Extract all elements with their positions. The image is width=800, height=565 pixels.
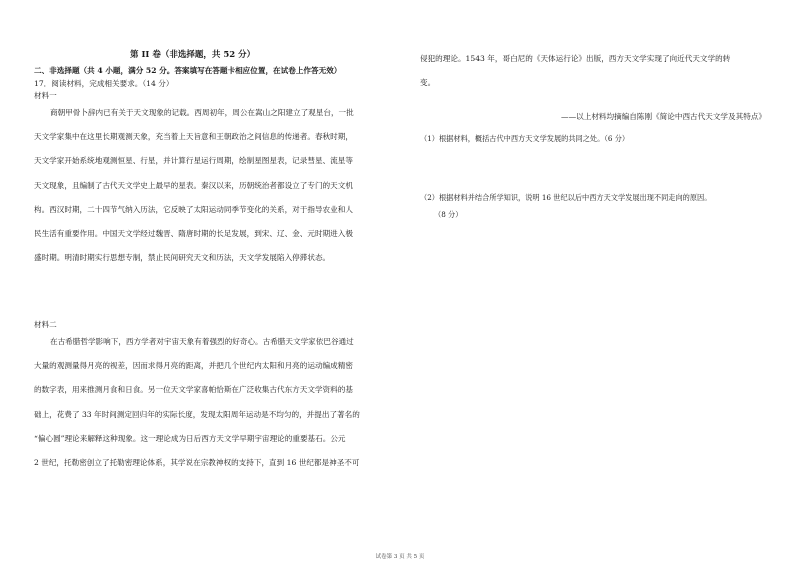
material-source: ——以上材料均摘编自陈刚《简论中西古代天文学及其特点》 bbox=[560, 112, 766, 121]
material-2-text bbox=[34, 330, 406, 475]
text-line: 大量的观测量得月亮的视差，因而求得月亮的距离，并把几个世纪内太阳和月亮的运动编成精密 bbox=[34, 361, 353, 371]
text-line: 2 世纪，托勒密创立了托勒密理论体系，其学说在宗教神权的支持下，直到 16 世纪都是神圣不可 bbox=[34, 457, 360, 467]
text-line: 天文学家开始系统地观测恒星、行星，并计算行星运行周期，绘制星图星表，记录彗星、流星等 bbox=[34, 156, 353, 166]
material-2-label: 材料二 bbox=[34, 320, 57, 329]
material-1-text bbox=[34, 101, 406, 270]
text-line: 盛时期。明清时期实行思想专制，禁止民间研究天文和历法，天文学发展陷入停滞状态。 bbox=[34, 253, 331, 263]
section-title: 第 II 卷（非选择题，共 52 分） bbox=[130, 50, 256, 60]
question-2-text: （2）根据材料并结合所学知识，说明 16 世纪以后中西方天文学发展出现不同走向的原因。 bbox=[420, 193, 712, 202]
text-line: 天文现象，且编制了古代天文学史上最早的星表。秦汉以来，历朝统治者都设立了专门的天文机 bbox=[34, 180, 353, 190]
text-line: 的数字表，用来推测月食和日食。另一位天文学家喜帕恰斯在广泛收集古代东方天文学资料的基 bbox=[34, 385, 353, 395]
material-1-label: 材料一 bbox=[34, 91, 57, 100]
text-line: 在古希腊哲学影响下，西方学者对宇宙天象有着强烈的好奇心。古希腊天文学家依巴谷通过 bbox=[50, 337, 354, 346]
material-2-continuation bbox=[420, 47, 766, 95]
text-line: 变。 bbox=[420, 78, 436, 87]
text-line: 侵犯的理论。1543 年，哥白尼的《天体运行论》出版，西方天文学实现了向近代天文学的转 bbox=[420, 54, 731, 63]
text-line: 构。西汉时期，二十四节气纳入历法，它反映了太阳运动同季节变化的关系，对于指导农业和人 bbox=[34, 204, 353, 214]
text-line: 础上，花费了 33 年时间测定回归年的实际长度，发现太阳周年运动是不均匀的，并提出了著名的 bbox=[34, 409, 360, 419]
question-1: （1）根据材料，概括古代中西方天文学发展的共同之处。（6 分） bbox=[420, 134, 630, 143]
section-subheading: 二、非选择题（共 4 小题，满分 52 分。答案填写在答题卡相应位置，在试卷上作答无效） bbox=[34, 66, 342, 75]
text-line: “偏心圆”理论来解释这种现象。这一理论成为日后西方天文学早期宇宙理论的重要基石。公元 bbox=[34, 433, 346, 443]
question-2 bbox=[420, 189, 711, 223]
text-line: 商朝甲骨卜辞内已有关于天文现象的记载。西周初年，周公在嵩山之阳建立了观星台，一批 bbox=[50, 108, 354, 117]
question-2-score: （8 分） bbox=[434, 210, 463, 219]
text-line: 天文学家集中在这里长期观测天象，充当着上天旨意和王朝政治之间信息的传递者。春秋时期， bbox=[34, 132, 353, 142]
page-footer: 试卷第 3 页 共 5 页 bbox=[375, 554, 425, 560]
text-line: 民生活有重要作用。中国天文学经过魏晋、隋唐时期的长足发展，到宋、辽、金、元时期进入极 bbox=[34, 228, 353, 238]
question-17-prompt: 17．阅读材料，完成相关要求。（14 分） bbox=[34, 79, 174, 88]
